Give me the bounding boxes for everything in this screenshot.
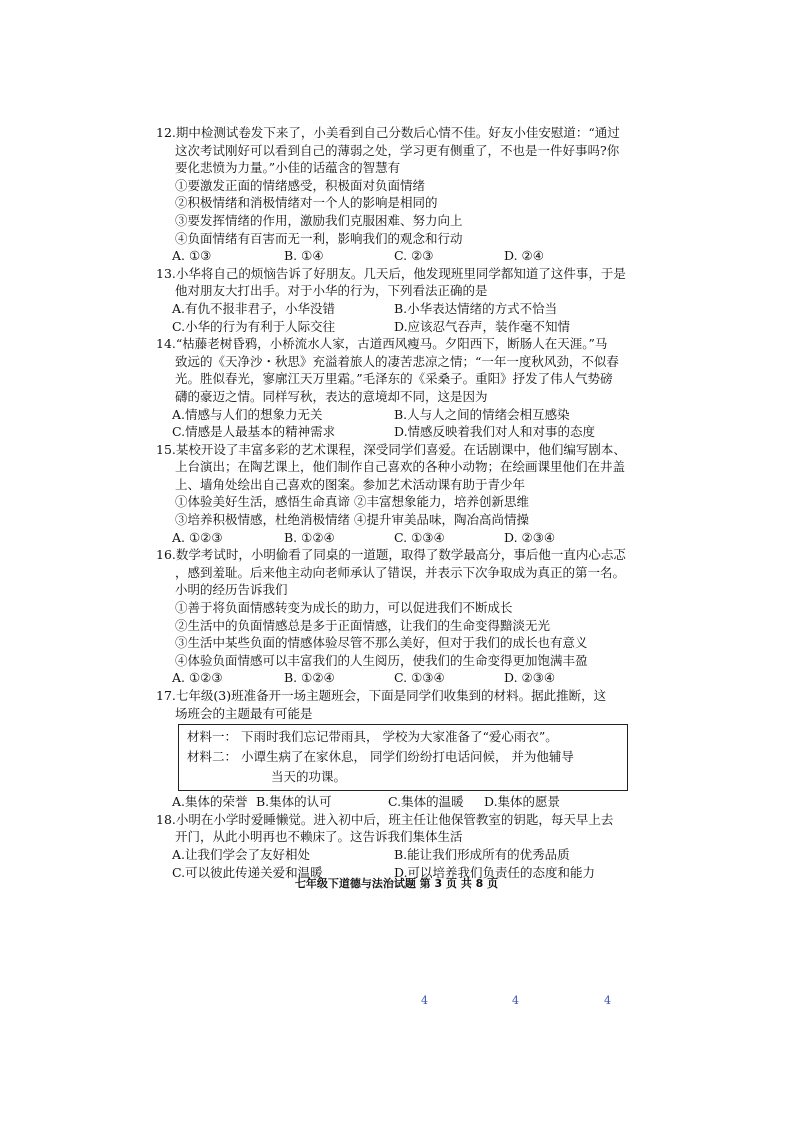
- answer-options: [156, 846, 648, 864]
- option-d: D. ②④: [504, 248, 544, 264]
- option-b: B.人与人之间的情绪会相互感染: [394, 406, 570, 422]
- question-13: [156, 265, 648, 335]
- option-d: D.可以培养我们负责任的态度和能力: [394, 864, 596, 880]
- answer-options: [156, 406, 648, 424]
- question-stem: 18.小明在小学时爱睡懒觉。进入初中后，班主任让他保管教室的钥匙，每天早上去: [156, 811, 614, 827]
- material-box: [178, 724, 628, 791]
- option-b: B. ①④: [284, 248, 324, 264]
- statement-item: ①体验美好生活，感悟生命真谛 ②丰富想象能力，培养创新思维: [175, 494, 529, 510]
- question-stem: 13.小华将自己的烦恼告诉了好朋友。几天后，他发现班里同学都知道了这件事，于是: [156, 265, 626, 281]
- statement-item: ①要激发正面的情绪感受，积极面对负面情绪: [175, 177, 426, 193]
- page-mark: 4: [604, 994, 611, 1007]
- answer-options: [156, 318, 648, 336]
- option-d: D.应该忍气吞声，装作毫不知情: [394, 318, 571, 334]
- option-b: B.集体的认可: [256, 794, 332, 810]
- page-mark: 4: [421, 994, 428, 1007]
- option-b: B.小华表达情绪的方式不恰当: [394, 300, 558, 316]
- question-12: [156, 124, 648, 265]
- option-d: D.集体的愿景: [484, 794, 561, 810]
- question-stem: 开门，从此小明再也不赖床了。这告诉我们集体生活: [175, 829, 463, 845]
- statement-item: ④负面情绪有百害而无一利，影响我们的观念和行动: [175, 230, 463, 246]
- page-mark: 4: [512, 994, 519, 1007]
- answer-options: [156, 669, 648, 687]
- option-b: B. ①②④: [284, 529, 335, 545]
- option-a: A.让我们学会了友好相处: [172, 846, 311, 862]
- answer-options: [156, 423, 648, 441]
- option-d: D. ②③④: [504, 529, 556, 545]
- question-stem: 这次考试刚好可以看到自己的薄弱之处，学习更有侧重了，不也是一件好事吗?你: [175, 142, 620, 158]
- option-c: C.小华的行为有利于人际交往: [172, 318, 336, 334]
- question-stem: 14.“枯藤老树昏鸦，小桥流水人家，古道西风瘦马。夕阳西下，断肠人在天涯。”马: [156, 336, 608, 352]
- statement-item: ②生活中的负面情感总是多于正面情感，让我们的生命变得黯淡无光: [175, 617, 551, 633]
- statement-item: ③生活中某些负面的情感体验尽管不那么美好，但对于我们的成长也有意义: [175, 635, 588, 651]
- question-18: [156, 811, 648, 881]
- statement-item: ①善于将负面情感转变为成长的助力，可以促进我们不断成长: [175, 600, 513, 616]
- option-a: A. ①②③: [172, 670, 223, 686]
- statement-item: ④体验负面情感可以丰富我们的人生阅历，使我们的生命变得更加饱满丰盈: [175, 652, 588, 668]
- question-17: [156, 687, 648, 811]
- page-footer: 七年级下道德与法治试题 第 3 页 共 8 页: [294, 877, 499, 890]
- question-stem: 17.七年级(3)班准备开一场主题班会，下面是同学们收集到的材料。据此推断，这: [156, 688, 607, 703]
- option-a: A. ①②③: [172, 529, 223, 545]
- answer-options: [156, 793, 648, 811]
- material-one: 材料一： 下雨时我们忘记带雨具， 学校为大家准备了“爱心雨衣”。: [187, 729, 558, 745]
- question-stem: 礴的豪迈之情。同样写秋，表达的意境却不同，这是因为: [175, 388, 488, 404]
- question-stem: 小明的经历告诉我们: [175, 582, 288, 598]
- question-stem: 致远的《天净沙・秋思》充溢着旅人的凄苦悲凉之情；“一年一度秋风劲，不似春: [175, 353, 619, 369]
- option-b: B.能让我们形成所有的优秀品质: [394, 846, 570, 862]
- answer-options: [156, 529, 648, 547]
- option-a: A.集体的荣誉: [172, 794, 248, 810]
- question-stem: 15.某校开设了丰富多彩的艺术课程，深受同学们喜爱。在话剧课中，他们编写剧本、: [156, 441, 626, 457]
- question-stem: 上、墙角处绘出自己喜欢的图案。参加艺术活动课有助于青少年: [175, 476, 526, 492]
- option-d: D.情感反映着我们对人和对事的态度: [394, 424, 596, 440]
- answer-options: [156, 300, 648, 318]
- question-stem: ，感到羞耻。后来他主动向老师承认了错误，并表示下次争取成为真正的第一名。: [175, 564, 626, 580]
- option-c: C.可以彼此传递关爱和温暖: [172, 864, 323, 880]
- statement-item: ②积极情绪和消极情绪对一个人的影响是相同的: [175, 195, 438, 211]
- option-c: C. ①③④: [394, 670, 445, 686]
- material-two: 材料二： 小谭生病了在家休息， 同学们纷纷打电话问候， 并为他辅导: [187, 749, 574, 765]
- question-14: [156, 335, 648, 441]
- material-two-continued: 当天的功课。: [271, 769, 347, 785]
- option-d: D. ②③④: [504, 670, 556, 686]
- statement-item: ③培养积极情感，杜绝消极情绪 ④提升审美品味，陶冶高尚情操: [175, 512, 529, 528]
- option-a: A.情感与人们的想象力无关: [172, 406, 323, 422]
- option-b: B. ①②④: [284, 670, 335, 686]
- question-stem: 上台演出；在陶艺课上，他们制作自己喜欢的各种小动物；在绘画课里他们在井盖: [175, 459, 626, 475]
- option-a: A.有仇不报非君子，小华没错: [172, 300, 336, 316]
- question-16: [156, 546, 648, 687]
- question-stem: 16.数学考试时，小明偷看了同桌的一道题，取得了数学最高分，事后他一直内心忐忑: [156, 547, 626, 563]
- option-c: C.情感是人最基本的精神需求: [172, 424, 336, 440]
- question-15: [156, 441, 648, 547]
- question-stem: 光。胜似春光，寥廓江天万里霜。”毛泽东的《采桑子。重阳》抒发了伟人气势磅: [175, 371, 613, 387]
- answer-options: [156, 247, 648, 265]
- option-c: C. ①③④: [394, 529, 445, 545]
- statement-item: ③要发挥情绪的作用，激励我们克服困难、努力向上: [175, 212, 463, 228]
- question-stem: 他对朋友大打出手。对于小华的行为，下列看法正确的是: [175, 283, 488, 299]
- option-c: C.集体的温暖: [388, 794, 464, 810]
- option-c: C. ②③: [394, 248, 434, 264]
- question-stem: 场班会的主题最有可能是: [175, 705, 313, 721]
- question-list: [156, 124, 648, 881]
- question-stem: 要化悲愤为力量。”小佳的话蕴含的智慧有: [175, 160, 401, 176]
- question-stem: 12.期中检测试卷发下来了，小美看到自己分数后心情不佳。好友小佳安慰道：“通过: [156, 125, 620, 140]
- option-a: A. ①③: [172, 248, 212, 264]
